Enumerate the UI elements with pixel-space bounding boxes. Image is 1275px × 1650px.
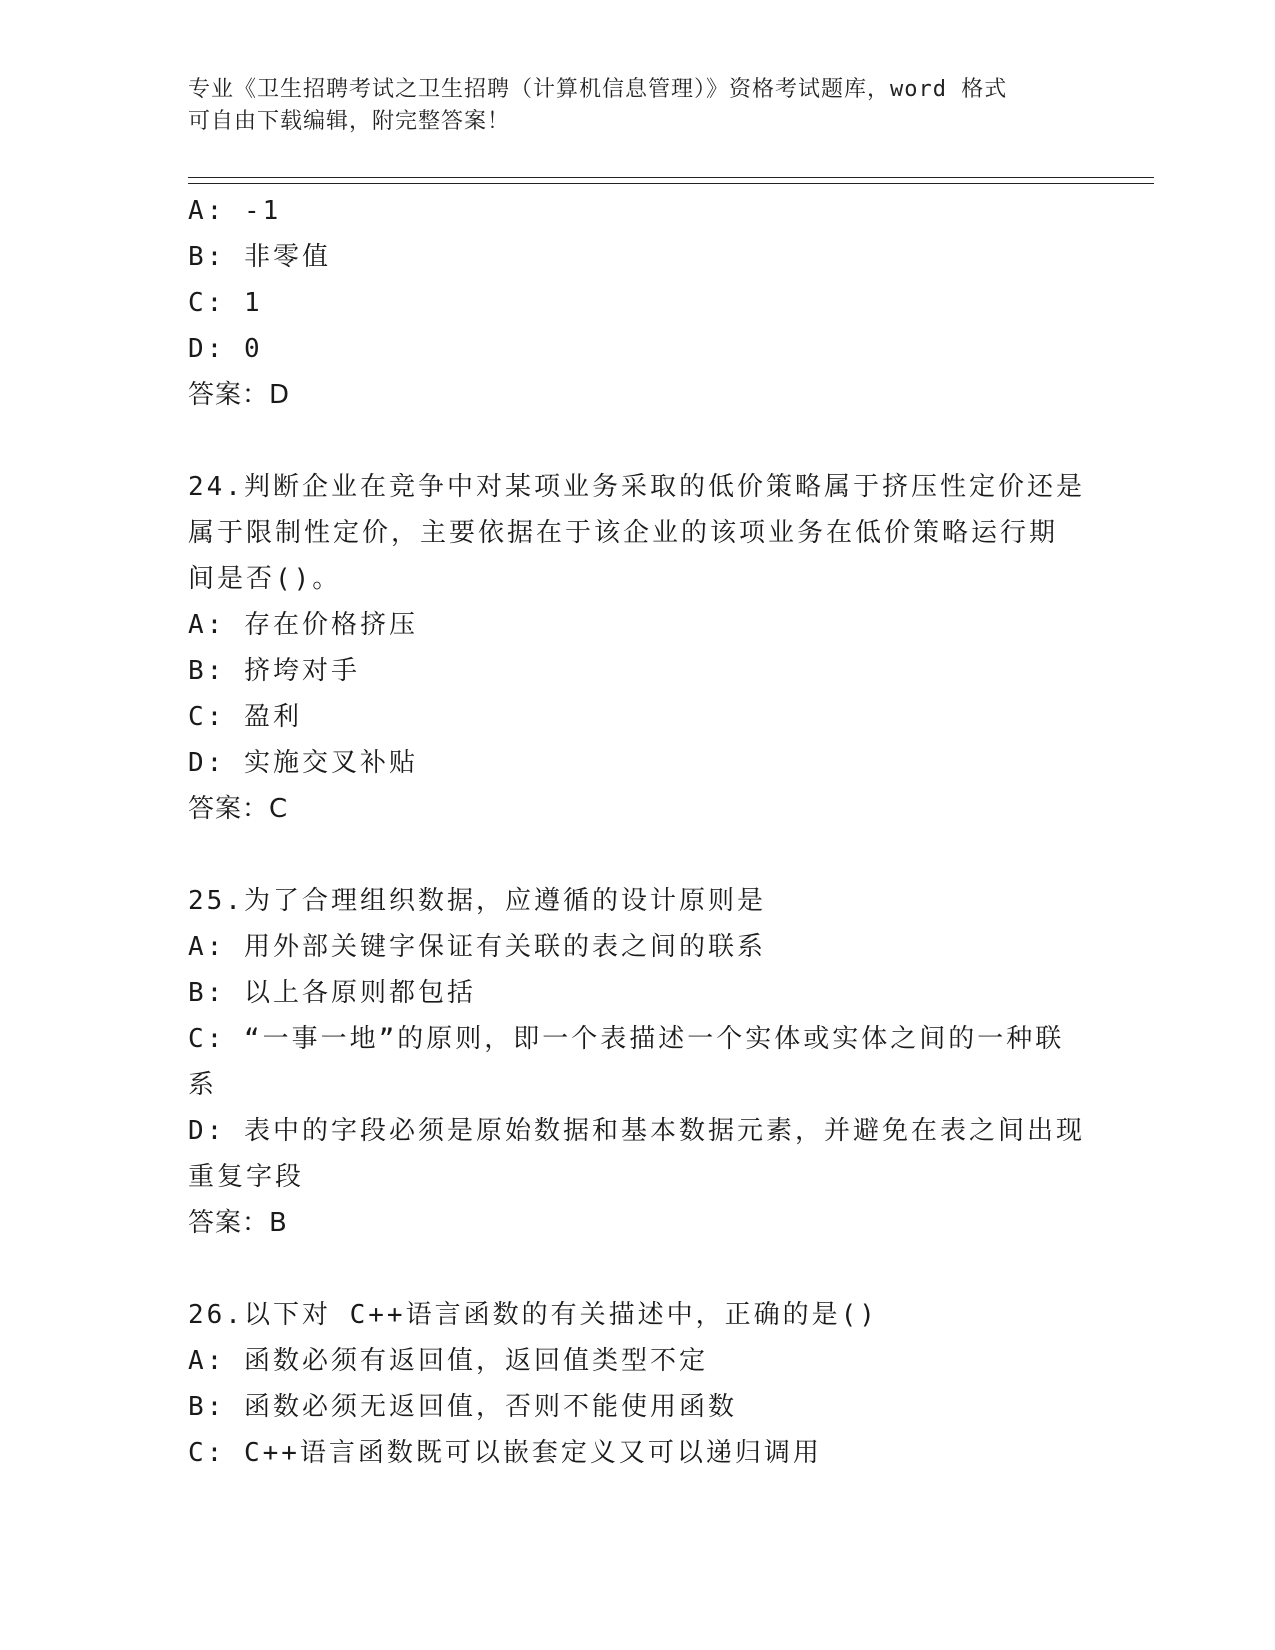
- option-a: A: -1: [188, 196, 282, 226]
- answer: 答案：B: [188, 1208, 288, 1238]
- option-c: C: C++语言函数既可以嵌套定义又可以递归调用: [188, 1438, 822, 1468]
- question-stem-line: 26.以下对 C++语言函数的有关描述中，正确的是(): [188, 1300, 878, 1330]
- answer: 答案：D: [188, 380, 291, 410]
- option-c: C: 1: [188, 288, 263, 318]
- question-stem-line: 25.为了合理组织数据，应遵循的设计原则是: [188, 886, 766, 916]
- option-b: B: 挤垮对手: [188, 656, 360, 686]
- question-stem-line: 24.判断企业在竞争中对某项业务采取的低价策略属于挤压性定价还是: [188, 472, 1085, 502]
- option-b: B: 以上各原则都包括: [188, 978, 476, 1008]
- header-rule-bottom: [188, 183, 1154, 184]
- document-header: [188, 74, 1068, 138]
- question-stem-line: 属于限制性定价，主要依据在于该企业的该项业务在低价策略运行期: [188, 518, 1059, 548]
- option-d: D: 表中的字段必须是原始数据和基本数据元素，并避免在表之间出现: [188, 1116, 1085, 1146]
- question-24: [188, 464, 1088, 832]
- option-c: C: 盈利: [188, 702, 302, 732]
- option-a: A: 用外部关键字保证有关联的表之间的联系: [188, 932, 766, 962]
- option-b: B: 函数必须无返回值，否则不能使用函数: [188, 1392, 737, 1422]
- option-c: C: “一事一地”的原则，即一个表描述一个实体或实体之间的一种联: [188, 1024, 1065, 1054]
- option-a: A: 函数必须有返回值，返回值类型不定: [188, 1346, 708, 1376]
- question-25: [188, 878, 1088, 1246]
- answer: 答案：C: [188, 794, 289, 824]
- option-a: A: 存在价格挤压: [188, 610, 418, 640]
- option-d: D: 实施交叉补贴: [188, 748, 418, 778]
- question-content: [188, 188, 1088, 1476]
- option-b: B: 非零值: [188, 242, 331, 272]
- header-line-1: 专业《卫生招聘考试之卫生招聘（计算机信息管理）》资格考试题库，word 格式: [188, 77, 1008, 102]
- header-rule-top: [188, 177, 1154, 178]
- question-26: [188, 1292, 1088, 1476]
- question-23: [188, 188, 1088, 418]
- question-stem-line: 间是否()。: [188, 564, 342, 594]
- option-d: D: 0: [188, 334, 263, 364]
- option-d-continued: 重复字段: [188, 1162, 305, 1192]
- header-line-2: 可自由下载编辑，附完整答案！: [188, 109, 511, 134]
- option-c-continued: 系: [188, 1070, 218, 1100]
